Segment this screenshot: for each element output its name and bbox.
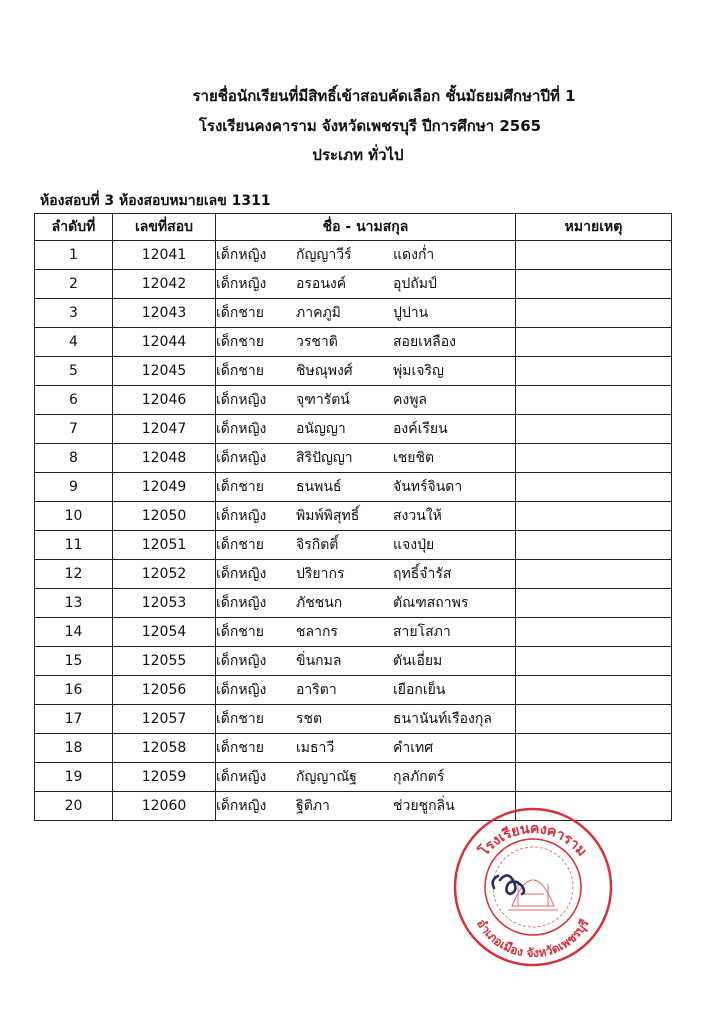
row-remarks [516,647,672,676]
row-exam-number: 12055 [113,647,216,676]
row-sequence: 5 [35,357,113,386]
last-name: เชยชิต [393,450,435,466]
row-sequence: 20 [35,792,113,821]
row-sequence: 14 [35,618,113,647]
row-sequence: 12 [35,560,113,589]
first-name: กัญญาณัฐ [296,769,357,785]
table-row [35,647,672,676]
row-full-name [216,560,516,589]
last-name: แดงก่ำ [393,247,435,263]
row-exam-number: 12054 [113,618,216,647]
table-row [35,676,672,705]
row-remarks [516,734,672,763]
first-name: กัญญาวีร์ [296,247,352,263]
table-row [35,589,672,618]
name-title: เด็กหญิง [216,247,267,263]
row-full-name [216,415,516,444]
row-sequence: 1 [35,241,113,270]
row-exam-number: 12051 [113,531,216,560]
first-name: ธนพนธ์ [296,479,342,495]
header-line-1: รายชื่อนักเรียนที่มีสิทธิ์เข้าสอบคัดเลือก ชั้นมัธยมศึกษาปีที่ 1 [192,87,576,105]
name-title: เด็กหญิง [216,450,267,466]
row-sequence: 18 [35,734,113,763]
column-header-exam-number: เลขที่สอบ [113,214,216,241]
name-title: เด็กชาย [216,363,264,379]
name-title: เด็กชาย [216,740,264,756]
last-name: จันทร์จินดา [393,479,463,495]
row-remarks [516,444,672,473]
name-title: เด็กชาย [216,479,264,495]
row-exam-number: 12042 [113,270,216,299]
table-row [35,386,672,415]
row-sequence: 8 [35,444,113,473]
row-full-name [216,444,516,473]
header-line-3: ประเภท ทั่วไป [312,146,404,164]
first-name: สิริปัญญา [296,450,353,466]
row-exam-number: 12047 [113,415,216,444]
row-exam-number: 12041 [113,241,216,270]
row-sequence: 15 [35,647,113,676]
row-exam-number: 12045 [113,357,216,386]
last-name: ปูปาน [393,305,429,321]
last-name: กุลภักตร์ [393,769,445,785]
first-name: ชิษณุพงศ์ [296,363,353,379]
row-sequence: 7 [35,415,113,444]
header-line-2: โรงเรียนคงคาราม จังหวัดเพชรบุรี ปีการศึกษา 2565 [198,117,542,135]
table-row [35,560,672,589]
row-exam-number: 12053 [113,589,216,618]
row-sequence: 6 [35,386,113,415]
row-sequence: 11 [35,531,113,560]
row-full-name [216,299,516,328]
first-name: จุฑารัตน์ [296,392,350,408]
first-name: พิมพ์พิสุทธิ์ [296,508,360,524]
row-sequence: 17 [35,705,113,734]
row-sequence: 16 [35,676,113,705]
row-remarks [516,270,672,299]
exam-room-label: ห้องสอบที่ 3 ห้องสอบหมายเลข 1311 [40,193,271,209]
name-title: เด็กหญิง [216,769,267,785]
last-name: สอยเหลือง [393,334,456,350]
table-row [35,618,672,647]
last-name: คงพูล [393,392,428,408]
last-name: ตัณฑสถาพร [393,595,469,611]
first-name: เมธาวี [296,740,335,756]
row-remarks [516,589,672,618]
first-name: ภัชชนก [296,595,343,611]
table-row [35,705,672,734]
table-row [35,502,672,531]
row-full-name [216,502,516,531]
school-seal-stamp [452,806,614,968]
column-header-remarks: หมายเหตุ [516,214,672,241]
last-name: สงวนให้ [393,508,442,524]
name-title: เด็กชาย [216,537,264,553]
row-exam-number: 12058 [113,734,216,763]
name-title: เด็กหญิง [216,276,267,292]
name-title: เด็กหญิง [216,508,267,524]
name-title: เด็กหญิง [216,682,267,698]
last-name: ฤทธิ์จำรัส [393,566,452,582]
row-remarks [516,299,672,328]
last-name: อุปถัมป์ [393,276,437,292]
first-name: ฐิติภา [296,798,330,814]
row-exam-number: 12060 [113,792,216,821]
row-remarks [516,676,672,705]
row-exam-number: 12049 [113,473,216,502]
row-sequence: 3 [35,299,113,328]
column-header-full-name: ชื่อ - นามสกุล [216,214,516,241]
row-remarks [516,618,672,647]
row-exam-number: 12056 [113,676,216,705]
column-header-sequence: ลำดับที่ [35,214,113,241]
first-name: ภาคภูมิ [296,305,341,321]
table-row [35,763,672,792]
table-row [35,270,672,299]
row-sequence: 2 [35,270,113,299]
first-name: รชต [296,711,323,727]
name-title: เด็กหญิง [216,595,267,611]
name-title: เด็กหญิง [216,392,267,408]
last-name: เยือกเย็น [393,682,446,698]
last-name: ตันเอี่ยม [393,653,443,669]
first-name: ขิ่นกมล [296,653,342,669]
first-name: จิรกิตติ์ [296,537,339,553]
row-exam-number: 12044 [113,328,216,357]
row-sequence: 4 [35,328,113,357]
row-exam-number: 12043 [113,299,216,328]
row-full-name [216,473,516,502]
row-exam-number: 12046 [113,386,216,415]
name-title: เด็กชาย [216,711,264,727]
first-name: ชลากร [296,624,338,640]
last-name: ธนานันท์เรืองกุล [393,711,492,727]
last-name: คำเทศ [393,740,434,756]
row-remarks [516,357,672,386]
first-name: อาริตา [296,682,337,698]
row-full-name [216,386,516,415]
row-remarks [516,328,672,357]
table-row [35,241,672,270]
row-exam-number: 12048 [113,444,216,473]
row-exam-number: 12059 [113,763,216,792]
table-row [35,531,672,560]
table-header-row [35,214,672,241]
name-title: เด็กชาย [216,624,264,640]
table-row [35,328,672,357]
last-name: แจงปุ่ย [393,537,435,553]
row-full-name [216,531,516,560]
first-name: อนัญญา [296,421,346,437]
row-remarks [516,531,672,560]
row-exam-number: 12057 [113,705,216,734]
stamp-bottom-text: อำเภอเมือง จังหวัดเพชรบุรี [473,916,592,961]
row-full-name [216,734,516,763]
first-name: ปริยากร [296,566,345,582]
row-remarks [516,241,672,270]
name-title: เด็กชาย [216,334,264,350]
row-exam-number: 12050 [113,502,216,531]
row-exam-number: 12052 [113,560,216,589]
row-remarks [516,502,672,531]
row-full-name [216,241,516,270]
row-full-name [216,647,516,676]
row-full-name [216,705,516,734]
student-table [34,213,672,821]
name-title: เด็กชาย [216,305,264,321]
row-full-name [216,357,516,386]
table-row [35,734,672,763]
row-full-name [216,763,516,792]
last-name: พุ่มเจริญ [393,363,444,379]
table-row [35,444,672,473]
row-sequence: 10 [35,502,113,531]
row-remarks [516,763,672,792]
row-remarks [516,386,672,415]
row-remarks [516,705,672,734]
name-title: เด็กหญิง [216,798,267,814]
row-sequence: 19 [35,763,113,792]
table-row [35,415,672,444]
row-full-name [216,328,516,357]
row-sequence: 13 [35,589,113,618]
table-row [35,357,672,386]
name-title: เด็กหญิง [216,566,267,582]
name-title: เด็กหญิง [216,653,267,669]
row-full-name [216,589,516,618]
name-title: เด็กหญิง [216,421,267,437]
first-name: วรชาติ [296,334,338,350]
table-row [35,473,672,502]
last-name: สายโสภา [393,624,451,640]
last-name: ช่วยชูกลิ่น [393,798,455,814]
row-full-name [216,676,516,705]
row-sequence: 9 [35,473,113,502]
first-name: อรอนงค์ [296,276,347,292]
row-full-name [216,618,516,647]
table-row [35,299,672,328]
row-remarks [516,560,672,589]
last-name: องค์เรียน [393,421,448,437]
row-remarks [516,415,672,444]
stamp-top-text: โรงเรียนคงคาราม [476,820,590,860]
row-full-name [216,270,516,299]
row-remarks [516,473,672,502]
